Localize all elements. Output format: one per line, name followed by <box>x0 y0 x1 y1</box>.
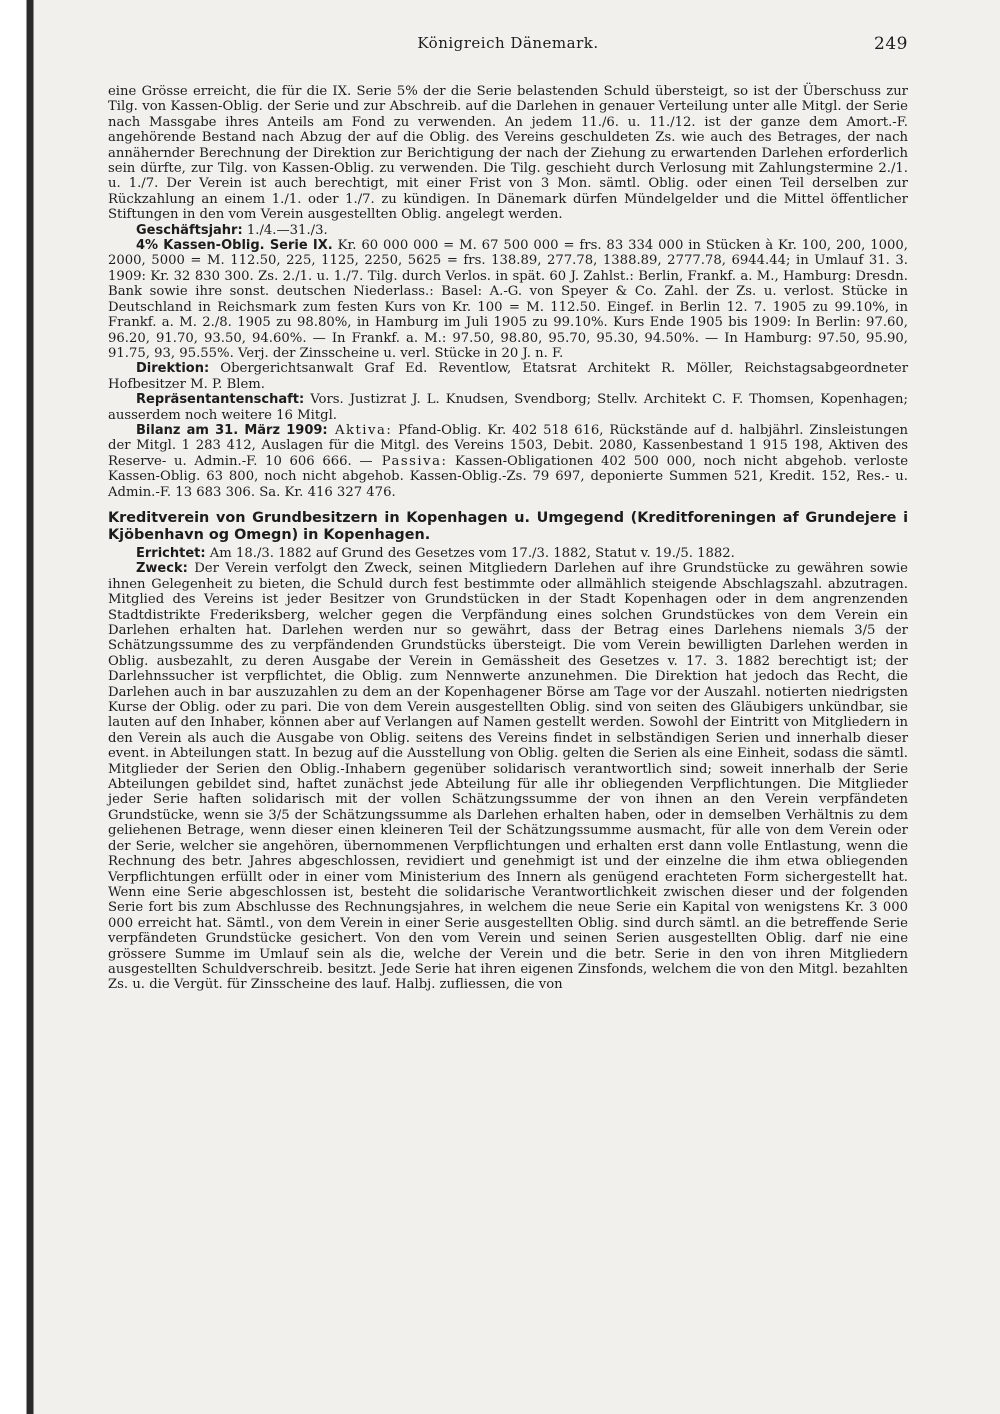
section-heading <box>108 510 908 544</box>
kassen-oblig-entry <box>108 238 908 361</box>
kassen-oblig-text: Kr. 60 000 000 = M. 67 500 000 = frs. 83 334 000 in Stücken à Kr. 100, 200, 1000, 2000, 5000 = M. 112.50, 225, 1125, 2250, 5625 = frs. 138.89, 277.78, 1388.89, 2777.78, 6944.44; in Umlauf 31. 3. 1909: Kr. 32 830 300. Zs. 2./1. u. 1./7. Tilg. durch Verlos. in spät. 60 J. Zahlst.: Berlin, Frankf. a. M., Hamburg: Dresdn. Bank sowie ihre sonst. deutschen Niederlass.: Basel: A.-G. von Speyer & Co. Zahl. der Zs. u. verlost. Stücke in Deutschland in Reichsmark zum festen Kurs von Kr. 100 = M. 112.50. Eingef. in Berlin 12. 7. 1905 zu 99.10%, in Frankf. a. M. 2./8. 1905 zu 98.80%, in Hamburg im Juli 1905 zu 99.10%. Kurs Ende 1905 bis 1909: In Berlin: 97.60, 96.20, 91.70, 93.50, 94.60%. — In Frankf. a. M.: 97.50, 98.80, 95.70, 95.30, 94.50%. — In Hamburg: 97.50, 95.90, 91.75, 93, 95.55%. Verj. der Zinsscheine u. verl. Stücke in 20 J. n. F. <box>108 238 908 361</box>
direktion-entry <box>108 361 908 392</box>
page-content <box>108 84 908 993</box>
direktion-text: Obergerichtsanwalt Graf Ed. Reventlow, Etatsrat Architekt R. Möller, Reichstagsabgeordneter Hofbesitzer M. P. Blem. <box>108 361 908 392</box>
page-binding-edge <box>0 0 40 1414</box>
bilanz-label: Bilanz am 31. März 1909: <box>136 422 328 438</box>
repraesentantenschaft-text: Vors. Justizrat J. L. Knudsen, Svendborg; Stellv. Architekt C. F. Thomsen, Kopenhagen; ausserdem noch weitere 16 Mitgl. <box>108 392 908 423</box>
bilanz-passiva-text: Kassen-Obligationen 402 500 000, noch nicht abgehob. verloste Kassen-Oblig. 63 800, noch nicht abgehob. Kassen-Oblig.-Zs. 79 697, deponierte Summen 521, Kredit. 152, Res.- u. Admin.-F. 13 683 306. Sa. Kr. 416 327 476. <box>108 453 909 500</box>
errichtet-text: Am 18./3. 1882 auf Grund des Gesetzes vom 17./3. 1882, Statut v. 19./5. 1882. <box>205 545 735 561</box>
bilanz-passiva-label: Passiva: <box>372 453 448 469</box>
errichtet-entry <box>108 546 908 561</box>
section-title: Kreditverein von Grundbesitzern in Kopenhagen u. Umgegend <box>108 509 624 526</box>
section-subtitle: (Kreditforeningen af Grundejere i Kjöbenhavn og Omegn) in <box>108 509 908 543</box>
bilanz-aktiva-label: Aktiva: <box>327 422 393 438</box>
errichtet-label: Errichtet: <box>136 545 206 561</box>
intro-paragraph: eine Grösse erreicht, die für die IX. Serie 5% der die Serie belastenden Schuld übersteigt, so ist der Überschuss zur Tilg. von Kassen-Oblig. der Serie und zur Abschreib. auf die Darlehen in genauer Verteilung unter alle Mitgl. der Serie nach Massgabe ihres Anteils am Fond zu verwenden. An jedem 11./6. u. 11./12. ist der ganze dem Amort.-F. angehörende Bestand nach Abzug der auf die Oblig. des Vereins geschuldeten Zs. wie auch des Betrages, der nach annähernder Berechnung der Direktion zur Berichtigung der nach der Ziehung zu erwartenden Darlehen erforderlich sein dürfte, zur Tilg. von Kassen-Oblig. zu verwenden. Die Tilg. geschieht durch Verlosung mit Zahlungstermine 2./1. u. 1./7. Der Verein ist auch berechtigt, mit einer Frist von 3 Mon. sämtl. Oblig. oder einen Teil derselben zur Rückzahlung an einem 1./1. oder 1./7. zu kündigen. In Dänemark dürfen Mündelgelder und die Mittel öffentlicher Stiftungen in den vom Verein ausgestellten Oblig. angelegt werden. <box>108 84 908 223</box>
repraesentantenschaft-label: Repräsentantenschaft: <box>136 392 305 408</box>
geschaeftsjahr-entry <box>108 223 908 238</box>
page-number: 249 <box>874 34 908 54</box>
kassen-oblig-label: 4% Kassen-Oblig. Serie IX. <box>136 238 333 254</box>
geschaeftsjahr-text: 1./4.—31./3. <box>242 222 328 238</box>
direktion-label: Direktion: <box>136 361 210 377</box>
geschaeftsjahr-label: Geschäftsjahr: <box>136 222 243 238</box>
zweck-entry <box>108 561 908 992</box>
repraesentantenschaft-entry <box>108 392 908 423</box>
section-city: Kopenhagen. <box>323 526 431 543</box>
zweck-text: Der Verein verfolgt den Zweck, seinen Mitgliedern Darlehen auf ihre Grundstücke zu gewähren sowie ihnen Gelegenheit zu bieten, die Schuld durch fest bestimmte oder allmählich steigende Abschlagszahl. abzutragen. Mitglied des Vereins ist jeder Besitzer von Grundstücken in der Stadt Kopenhagen oder in dem angrenzenden Stadtdistrikte Frederiksberg, welcher gegen die Verpfändung eines solchen Grundstückes von dem Verein ein Darlehen erhalten hat. Darlehen werden nur so gewährt, dass der Betrag eines Darlehens niemals 3/5 der Schätzungssumme des zu verpfändenden Grundstücks übersteigt. Die vom Verein bewilligten Darlehen werden in Oblig. ausbezahlt, zu deren Ausgabe der Verein in Gemässheit des Gesetzes v. 17. 3. 1882 berechtigt ist; der Darlehnssucher ist verpflichtet, die Oblig. zum Nennwerte anzunehmen. Die Direktion hat jedoch das Recht, die Darlehen auch in bar auszuzahlen zu dem an der Kopenhagener Börse am Tage vor der Auszahl. notierten niedrigsten Kurse der Oblig. oder zu pari. Die von dem Verein ausgestellten Oblig. sind von seiten des Gläubigers unkündbar, sie lauten auf den Inhaber, können aber auf Verlangen auf Namen gestellt werden. Sowohl der Eintritt von Mitgliedern in den Verein als auch die Ausgabe von Oblig. seitens des Vereins findet in selbständigen Serien und innerhalb dieser event. in Abteilungen statt. In bezug auf die Ausstellung von Oblig. gelten die Serien als eine Einheit, sodass die sämtl. Mitglieder der Serien den Oblig.-Inhabern gegenüber solidarisch verantwortlich sind; soweit innerhalb der Serie Abteilungen gebildet sind, haftet zunächst jede Abteilung für alle ihr obliegenden Verpflichtungen. Die Mitglieder jeder Serie haften solidarisch mit der vollen Schätzungssumme der von ihnen an den Verein verpfändeten Grundstücke, wenn sie 3/5 der Schätzungssumme als Darlehen erhalten haben, oder in demselben Verhältnis zu dem geliehenen Betrage, wenn dieser einen kleineren Teil der Schätzungssumme ausmacht, für alle von dem Verein oder der Serie, welcher sie angehören, übernommenen Verpflichtungen und erhalten erst dann volle Entlastung, wenn die Rechnung des betr. Jahres abgeschlossen, revidiert und genehmigt ist und der einzelne die ihm etwa obliegenden Verpflichtungen erfüllt oder in einer vom Ministerium des Innern als genügend erachteten Form sichergestellt hat. Wenn eine Serie abgeschlossen ist, besteht die solidarische Verantwortlichkeit zwischen dieser und der folgenden Serie fort bis zum Abschlusse des Rechnungsjahres, in welchem die neue Serie ein Kapital von wenigstens Kr. 3 000 000 erreicht hat. Sämtl., von dem Verein in einer Serie ausgestellten Oblig. sind durch sämtl. an die betreffende Serie verpfändeten Grundstücke gesichert. Von den vom Verein und seinen Serien ausgestellten Oblig. darf nie eine grössere Summe im Umlauf sein als die, welche der Verein und die betr. Serie in den von ihren Mitgliedern ausgestellten Schuldverschreib. besitzt. Jede Serie hat ihren eigenen Zinsfonds, welchem die von den Mitgl. bezahlten Zs. u. die Vergüt. für Zinsscheine des lauf. Halbj. zufliessen, die von <box>108 561 908 993</box>
running-title: Königreich Dänemark. <box>417 34 599 52</box>
bilanz-entry <box>108 423 908 500</box>
zweck-label: Zweck: <box>136 561 188 577</box>
page-header <box>108 34 908 58</box>
bilanz-aktiva-text: Pfand-Oblig. Kr. 402 518 616, Rückstände auf d. halbjährl. Zinsleistungen der Mitgl. 1 283 412, Auslagen für die Mitgl. des Vereins 1503, Debit. 2080, Kassenbestand 1 915 198, Aktiven des Reserve- u. Admin.-F. 10 606 666. — <box>108 422 908 469</box>
